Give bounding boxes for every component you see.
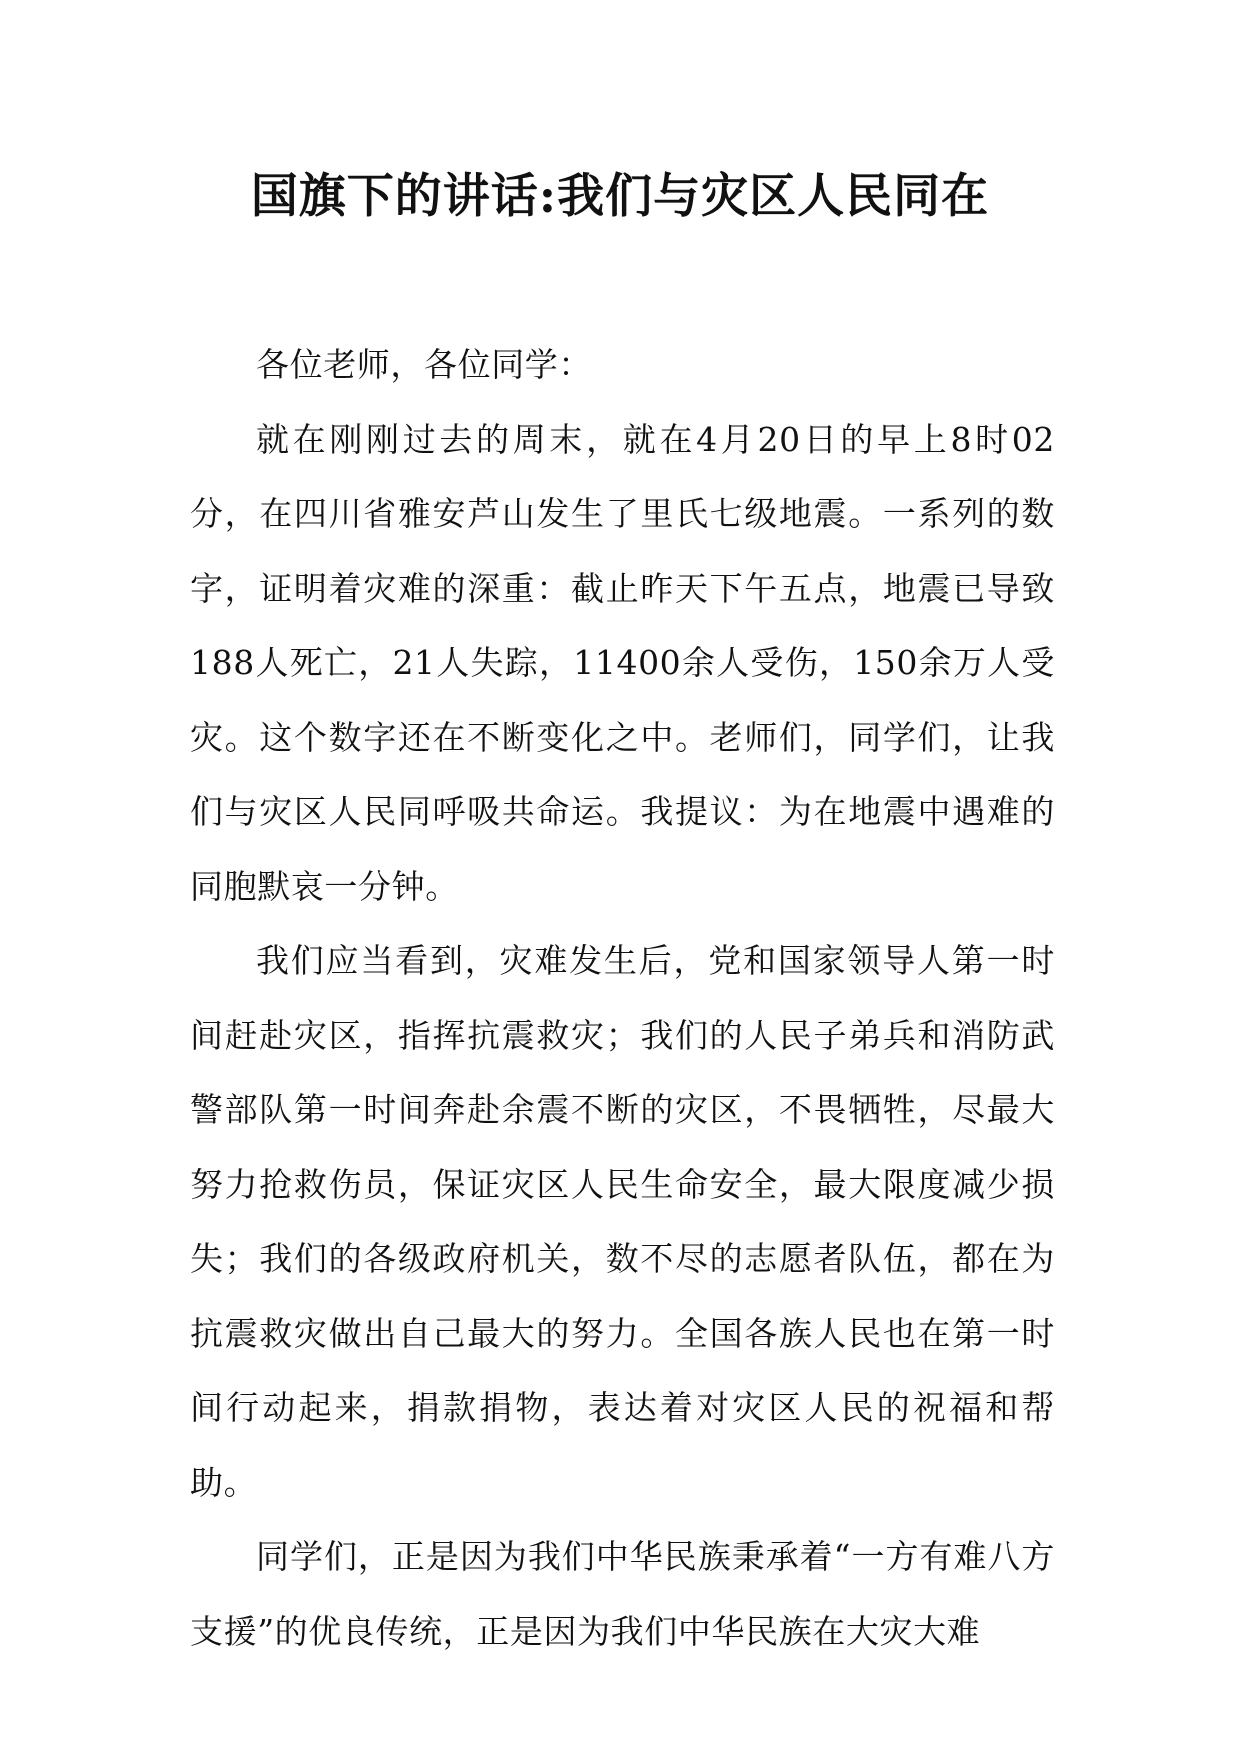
paragraph-rescue-efforts: 我们应当看到，灾难发生后，党和国家领导人第一时间赶赴灾区，指挥抗震救灾；我们的人民子弟兵和消防武警部队第一时间奔赴余震不断的灾区，不畏牺牲，尽最大努力抢救伤员，保证灾区人民生命安全，最大限度减少损失；我们的各级政府机关，数不尽的志愿者队伍，都在为抗震救灾做出自己最大的努力。全国各族人民也在第一时间行动起来，捐款捐物，表达着对灾区人民的祝福和帮助。 xyxy=(190,941,1055,1502)
greeting-paragraph: 各位老师，各位同学： xyxy=(256,345,592,384)
paragraph-national-spirit: 同学们，正是因为我们中华民族秉承着“一方有难八方支援”的优良传统，正是因为我们中华民族在大灾大难 xyxy=(190,1537,1055,1651)
document-title: 国旗下的讲话:我们与灾区人民同在 xyxy=(250,169,990,224)
paragraph-earthquake-report: 就在刚刚过去的周末，就在4月20日的早上8时02分，在四川省雅安芦山发生了里氏七级地震。一系列的数字，证明着灾难的深重：截止昨天下午五点，地震已导致188人死亡，21人失踪，11400余人受伤，150余万人受灾。这个数字还在不断变化之中。老师们，同学们，让我们与灾区人民同呼吸共命运。我提议：为在地震中遇难的同胞默哀一分钟。 xyxy=(190,419,1055,906)
document-body xyxy=(190,328,1055,1669)
